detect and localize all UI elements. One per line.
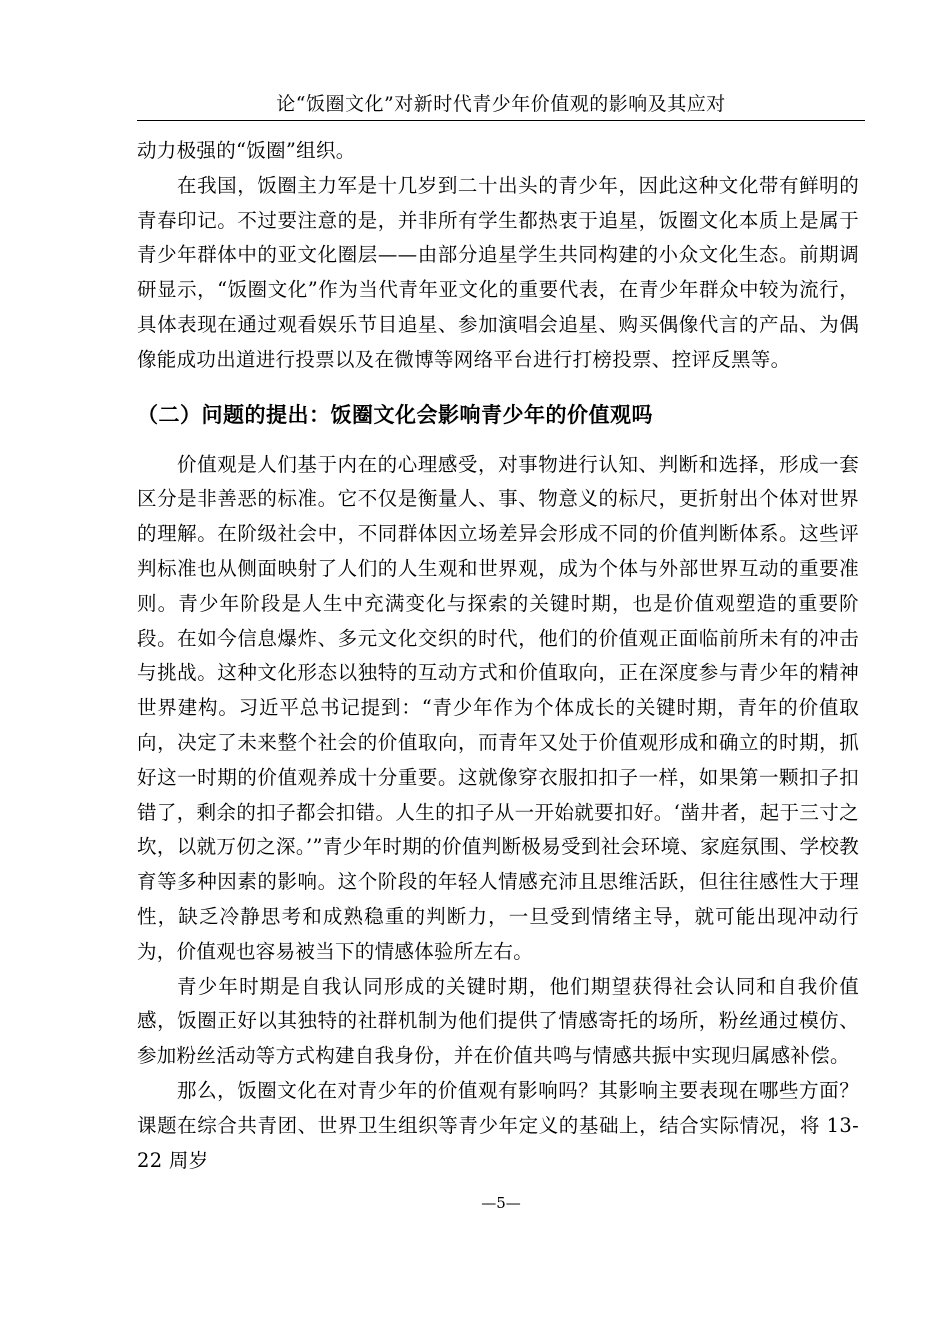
header-rule xyxy=(137,120,865,121)
running-header: 论“饭圈文化”对新时代青少年价值观的影响及其应对 xyxy=(276,93,726,115)
paragraph: 青少年时期是自我认同形成的关键时期，他们期望获得社会认同和自我价值感，饭圈正好以其独特的社群机制为他们提供了情感寄托的场所，粉丝通过模仿、参加粉丝活动等方式构建自我身份，并在价值共鸣与情感共振中实现归属感补偿。 xyxy=(137,974,859,1068)
paragraph-continuation: 动力极强的“饭圈”组织。 xyxy=(137,139,356,162)
section-heading: （二）问题的提出：饭圈文化会影响青少年的价值观吗 xyxy=(137,402,653,427)
paragraph: 在我国，饭圈主力军是十几岁到二十出头的青少年，因此这种文化带有鲜明的青春印记。不过要注意的是，并非所有学生都热衷于追星，饭圈文化本质上是属于青少年群体中的亚文化圈层——由部分追星学生共同构建的小众文化生态。前期调研显示，“饭圈文化”作为当代青年亚文化的重要代表，在青少年群众中较为流行，具体表现在通过观看娱乐节目追星、参加演唱会追星、购买偶像代言的产品、为偶像能成功出道进行投票以及在微博等网络平台进行打榜投票、控评反黑等。 xyxy=(137,173,859,371)
page-number: —5— xyxy=(481,1194,521,1212)
paragraph: 价值观是人们基于内在的心理感受，对事物进行认知、判断和选择，形成一套区分是非善恶的标准。它不仅是衡量人、事、物意义的标尺，更折射出个体对世界的理解。在阶级社会中，不同群体因立场差异会形成不同的价值判断体系。这些评判标准也从侧面映射了人们的人生观和世界观，成为个体与外部世界互动的重要准则。青少年阶段是人生中充满变化与探索的关键时期，也是价值观塑造的重要阶段。在如今信息爆炸、多元文化交织的时代，他们的价值观正面临前所未有的冲击与挑战。这种文化形态以独特的互动方式和价值取向，正在深度参与青少年的精神世界建构。习近平总书记提到：“青少年作为个体成长的关键时期，青年的价值取向，决定了未来整个社会的价值取向，而青年又处于价值观形成和确立的时期，抓好这一时期的价值观养成十分重要。这就像穿衣服扣扣子一样，如果第一颗扣子扣错了，剩余的扣子都会扣错。人生的扣子从一开始就要扣好。‘凿井者，起于三寸之坎，以就万仞之深。’”青少年时期的价值判断极易受到社会环境、家庭氛围、学校教育等多种因素的影响。这个阶段的年轻人情感充沛且思维活跃，但往往感性大于理性，缺乏冷静思考和成熟稳重的判断力，一旦受到情绪主导，就可能出现冲动行为，价值观也容易被当下的情感体验所左右。 xyxy=(137,452,859,963)
paragraph: 那么，饭圈文化在对青少年的价值观有影响吗？其影响主要表现在哪些方面？课题在综合共青团、世界卫生组织等青少年定义的基础上，结合实际情况，将 13-22 周岁 xyxy=(137,1078,859,1172)
body-text xyxy=(137,134,859,1178)
